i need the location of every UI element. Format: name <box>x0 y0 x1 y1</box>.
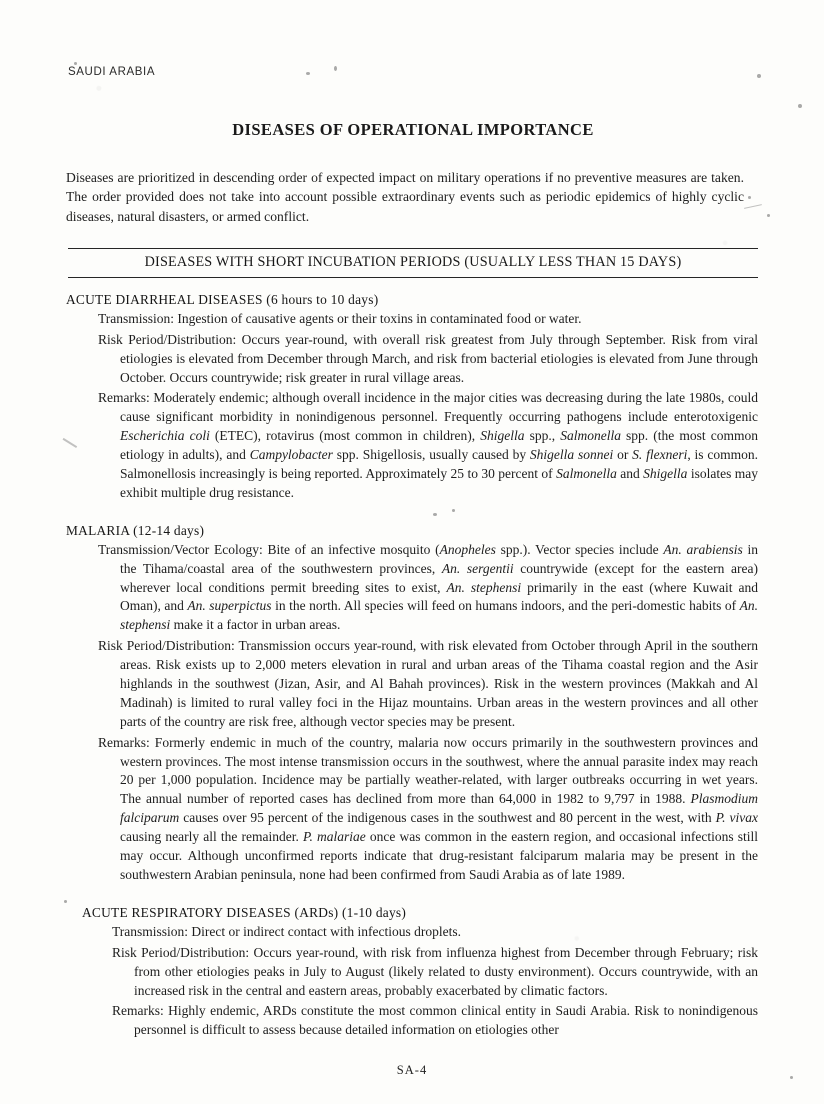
disease-paragraph <box>112 923 758 942</box>
paragraph-text: Occurs year-round, with overall risk greatest from July through September. Risk from viral etiologies is elevated from December through March, and risk from bacterial etiologies is elevated from June through October. Occurs countrywide; risk greater in rural village areas. <box>120 331 758 385</box>
paragraph-text: Ingestion of causative agents or their toxins in contaminated food or water. <box>174 310 582 326</box>
page-folio: SA-4 <box>396 1063 428 1077</box>
paragraph-text: Direct or indirect contact with infectious droplets. <box>188 923 461 939</box>
scan-speck <box>767 214 770 217</box>
paragraph-label: Transmission/Vector Ecology: <box>98 541 263 557</box>
disease-paragraph <box>98 734 758 885</box>
disease-paragraph <box>98 637 758 731</box>
disease-paragraph <box>98 310 758 329</box>
scan-speck <box>64 900 67 903</box>
paragraph-text: Occurs year-round, with risk from influenza highest from December through February; risk from other etiologies peaks in July to August (likely related to dusty environment). Occurs countrywide, with an increased risk in the central and eastern areas, probably exacerbated by climatic factors. <box>134 944 758 998</box>
disease-heading: ACUTE DIARRHEAL DISEASES (6 hours to 10 days) <box>66 291 379 307</box>
paragraph-label: Transmission: <box>112 923 189 939</box>
paragraph-text: Bite of an infective mosquito (Anopheles spp.). Vector species include An. arabiensis in the Tihama/coastal area of the southwestern provinces, An. sergentii countrywide (except for the eastern area) wherever local conditions permit breeding sites to exist, An. stephensi primarily in the east (where Kuwait and Oman), and An. superpictus in the north. All species will feed on humans indoors, and the peri-domestic habits of An. stephensi make it a factor in urban areas. <box>120 541 758 633</box>
disease-paragraph <box>98 541 758 635</box>
disease-heading: MALARIA (12-14 days) <box>66 522 205 538</box>
page-content <box>68 48 758 1040</box>
paragraph-label: Remarks: <box>112 1003 164 1019</box>
paragraph-text: Transmission occurs year-round, with risk elevated from October through April in the southern areas. Risk exists up to 2,000 meters elevation in rural and urban areas of the Tihama coastal region and the Asir highlands in the southwest (Jizan, Asir, and Al Bahah provinces). Risk in the western provinces (Makkah and Al Madinah) is limited to rural valley foci in the Hijaz mountains. Urban areas in the western provinces and all other parts of the country are risk free, although vector species may be present. <box>120 638 759 729</box>
paragraph-label: Risk Period/Distribution: <box>112 944 250 960</box>
disease-paragraph <box>112 944 758 1001</box>
paragraph-label: Remarks: <box>98 390 150 406</box>
page-title: DISEASES OF OPERATIONAL IMPORTANCE <box>232 120 594 139</box>
disease-entry <box>68 292 758 503</box>
scan-speck <box>798 104 802 108</box>
paragraph-label: Transmission: <box>98 310 175 326</box>
paragraph-label: Risk Period/Distribution: <box>98 331 237 347</box>
section-header-band <box>68 248 758 278</box>
paragraph-label: Remarks: <box>98 734 150 750</box>
disease-entry <box>68 905 758 1040</box>
disease-paragraph <box>98 389 758 502</box>
disease-entry <box>68 523 758 885</box>
paragraph-text: Formerly endemic in much of the country, malaria now occurs primarily in the southwestern provinces and western provinces. The most intense transmission occurs in the southwest, where the annual parasite index may reach 20 per 1,000 population. Incidence may be partially weather-related, with larger outbreaks occurring in wet years. The annual number of reported cases has declined from more than 64,000 in 1982 to 9,797 in 1988. Plasmodium falciparum causes over 95 percent of the indigenous cases in the southwest and 80 percent in the west, with P. vivax causing nearly all the remainder. P. malariae once was common in the eastern region, and occasional infections still may occur. Although unconfirmed reports indicate that drug-resistant falciparum malaria may be present in the southwestern Arabian peninsula, none had been confirmed from Saudi Arabia as of late 1989. <box>120 734 759 882</box>
paragraph-text: Moderately endemic; although overall incidence in the major cities was decreasing during the late 1980s, could cause significant morbidity in nonindigenous personnel. Frequently occurring pathogens include enterotoxigenic Escherichia coli (ETEC), rotavirus (most common in children), Shigella spp., Salmonella spp. (the most common etiology in adults), and Campylobacter spp. Shigellosis, usually caused by Shigella sonnei or S. flexneri, is common. Salmonellosis increasingly is being reported. Approximately 25 to 30 percent of Salmonella and Shigella isolates may exhibit multiple drug resistance. <box>120 390 759 500</box>
running-head: SAUDI ARABIA <box>68 66 156 78</box>
disease-paragraph <box>98 331 758 388</box>
intro-paragraph: Diseases are prioritized in descending order of expected impact on military operations if no preventive measures are taken. The order provided does not take into account possible extraordinary events such as periodic epidemics of highly cyclic diseases, natural disasters, or armed conflict. <box>66 170 744 224</box>
disease-paragraph <box>112 1002 758 1040</box>
section-title: DISEASES WITH SHORT INCUBATION PERIODS (USUALLY LESS THAN 15 DAYS) <box>144 253 682 270</box>
paragraph-text: Highly endemic, ARDs constitute the most common clinical entity in Saudi Arabia. Risk to nonindigenous personnel is difficult to assess because detailed information on etiologies other <box>134 1003 758 1038</box>
disease-heading: ACUTE RESPIRATORY DISEASES (ARDs) (1-10 days) <box>82 904 407 920</box>
paragraph-label: Risk Period/Distribution: <box>98 638 235 654</box>
